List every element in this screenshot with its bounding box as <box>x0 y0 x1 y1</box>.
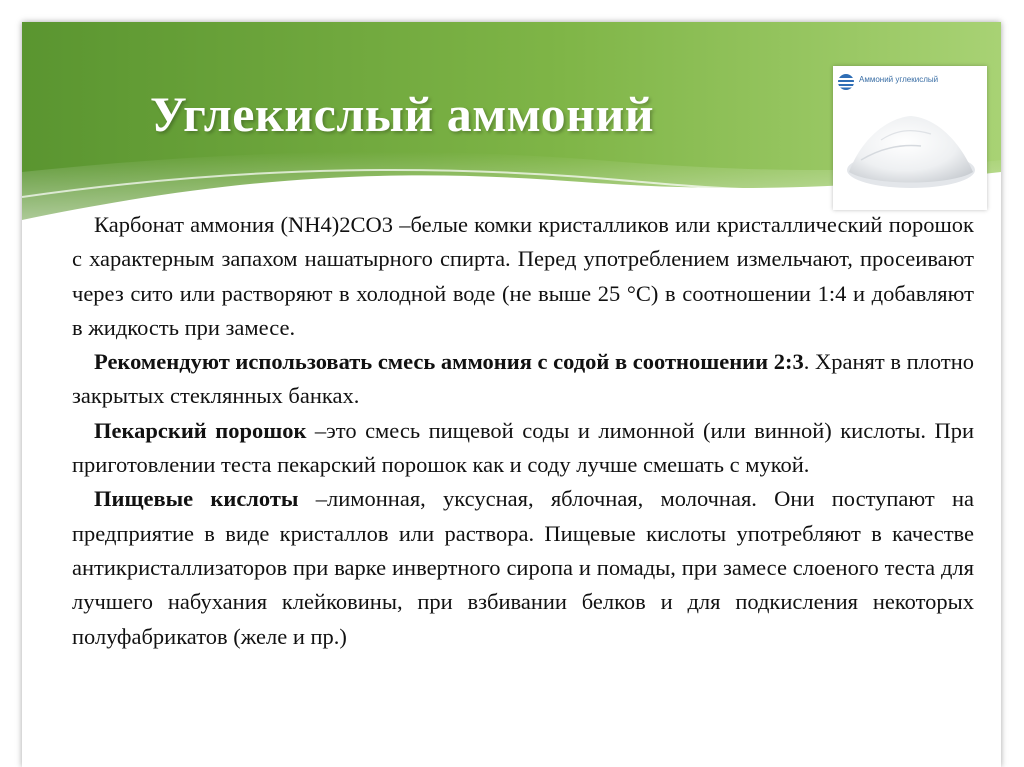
paragraph-text: –это смесь пищевой соды и лимонной (или винной) кислоты. При приготовлении теста пекарский порошок как и соду лучше смешать с мукой. <box>72 417 974 478</box>
paragraph-baking-powder <box>72 414 974 483</box>
paragraph-mixture-recommendation <box>72 345 974 414</box>
image-caption: Аммоний углекислый <box>859 75 939 84</box>
slide <box>22 22 1001 767</box>
paragraph-bold-lead: Рекомендуют использовать смесь аммония с содой в соотношении 2:3 <box>94 349 804 375</box>
paragraph-text: Карбонат аммония (NH4)2CO3 –белые комки кристалликов или кристаллический порошок с характерным запахом нашатырного спирта. Перед употреблением измельчают, просеивают через сито или растворяют в холодной воде (не выше 25 °С) в соотношении 1:4 и добавляют в жидкость при замесе. <box>72 212 974 340</box>
paragraph-bold-lead: Пищевые кислоты <box>94 486 299 512</box>
product-image <box>833 66 987 210</box>
white-powder-pile-image <box>841 100 979 196</box>
paragraph-text: –лимонная, уксусная, яблочная, молочная. Они поступают на предприятие в виде кристаллов или раствора. Пищевые кислоты употребляют в качестве антикристаллизаторов при варке инвертного сиропа и помады, при замесе слоеного теста для лучшего набухания клейковины, при взбивании белков и для подкисления некоторых полуфабрикатов (желе и пр.) <box>72 486 975 649</box>
globe-stripes-logo-icon <box>837 73 855 91</box>
paragraph-text: . Хранят в плотно закрытых стеклянных банках. <box>72 349 974 409</box>
slide-body-text <box>72 208 974 654</box>
paragraph-food-acids <box>72 482 974 653</box>
paragraph-ammonium-carbonate <box>72 208 974 345</box>
paragraph-bold-lead: Пекарский порошок <box>94 417 307 443</box>
slide-title: Углекислый аммоний <box>150 86 655 142</box>
